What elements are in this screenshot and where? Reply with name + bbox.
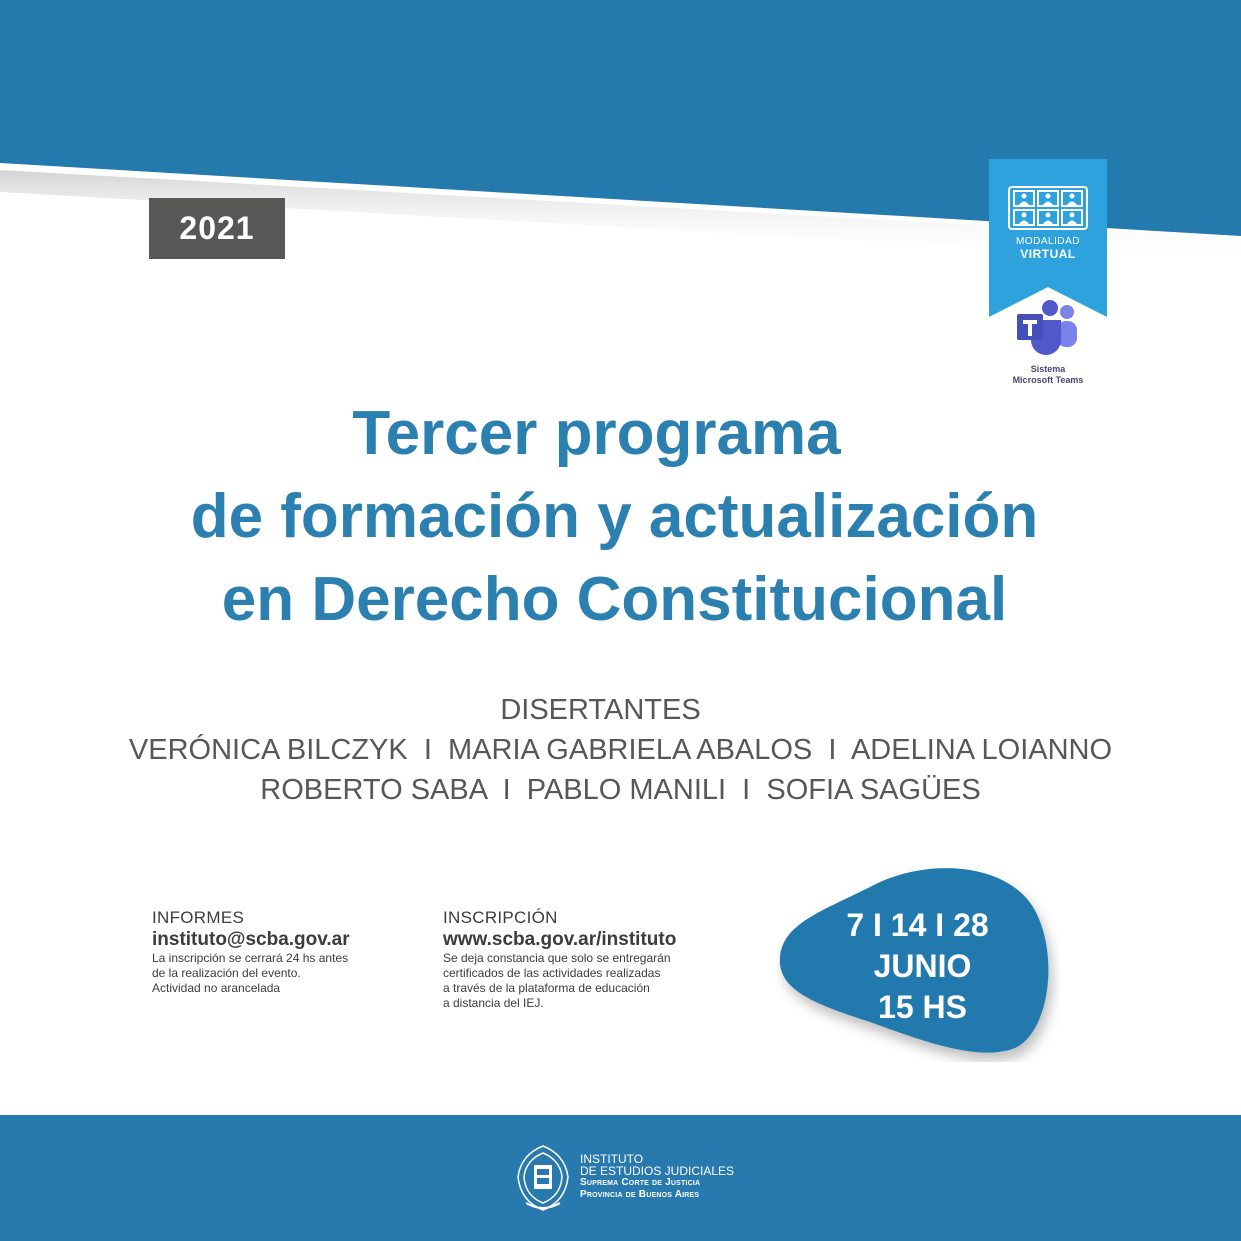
informes-label: INFORMES (152, 908, 245, 927)
speakers-line-2: ROBERTO SABA I PABLO MANILI I SOFIA SAGÜES (260, 774, 981, 806)
footer-line-3: Suprema Corte de Justicia (580, 1177, 701, 1188)
speakers-line-1: VERÓNICA BILCZYK I MARIA GABRIELA ABALOS I ADELINA LOIANNO (128, 734, 1113, 766)
event-days: 7 I 14 I 28 (846, 907, 989, 943)
modality-label (989, 237, 1107, 260)
speakers-heading: DISERTANTES (500, 694, 701, 726)
title-line-2: de formación y actualización (190, 482, 1039, 551)
modality-line2: VIRTUAL (1020, 246, 1076, 261)
inscripcion-note-4: a distancia del IEJ. (443, 996, 544, 1010)
informes-email-link[interactable]: instituto@scba.gov.ar (152, 929, 350, 950)
footer-line-4: Provincia de Buenos Aires (580, 1189, 700, 1200)
page-title (0, 392, 1241, 641)
event-month: JUNIO (873, 948, 972, 984)
teams-line1: Sistema (1030, 364, 1066, 374)
inscripcion-note-3: a través de la plataforma de educación (443, 981, 650, 995)
teams-line2: Microsoft Teams (1012, 374, 1084, 385)
inscripcion-block (443, 908, 743, 1011)
title-line-3: en Derecho Constitucional (221, 565, 1008, 634)
event-dates (790, 905, 1055, 1028)
inscripcion-url-link[interactable]: www.scba.gov.ar/instituto (443, 929, 677, 950)
footer-institution (580, 1153, 734, 1201)
inscripcion-note-1: Se deja constancia que solo se entregarán (443, 951, 671, 965)
informes-note-2: de la realización del evento. (152, 966, 301, 980)
title-line-1: Tercer programa (352, 399, 841, 468)
year-badge: 2021 (149, 198, 285, 259)
footer-line-2: DE ESTUDIOS JUDICIALES (580, 1164, 735, 1178)
footer-line-1: INSTITUTO (580, 1152, 644, 1166)
modality-line1: MODALIDAD (1016, 236, 1080, 247)
event-time: 15 HS (878, 989, 967, 1025)
speakers-block (0, 690, 1241, 810)
court-seal-icon (512, 1143, 574, 1213)
informes-block (152, 908, 412, 996)
informes-note-1: La inscripción se cerrará 24 hs antes (152, 951, 349, 965)
inscripcion-note-2: certificados de las actividades realizadas (443, 966, 661, 980)
informes-note-3: Actividad no arancelada (152, 981, 281, 995)
microsoft-teams-icon (1013, 300, 1081, 360)
teams-caption (989, 364, 1107, 386)
inscripcion-label: INSCRIPCIÓN (443, 908, 558, 927)
